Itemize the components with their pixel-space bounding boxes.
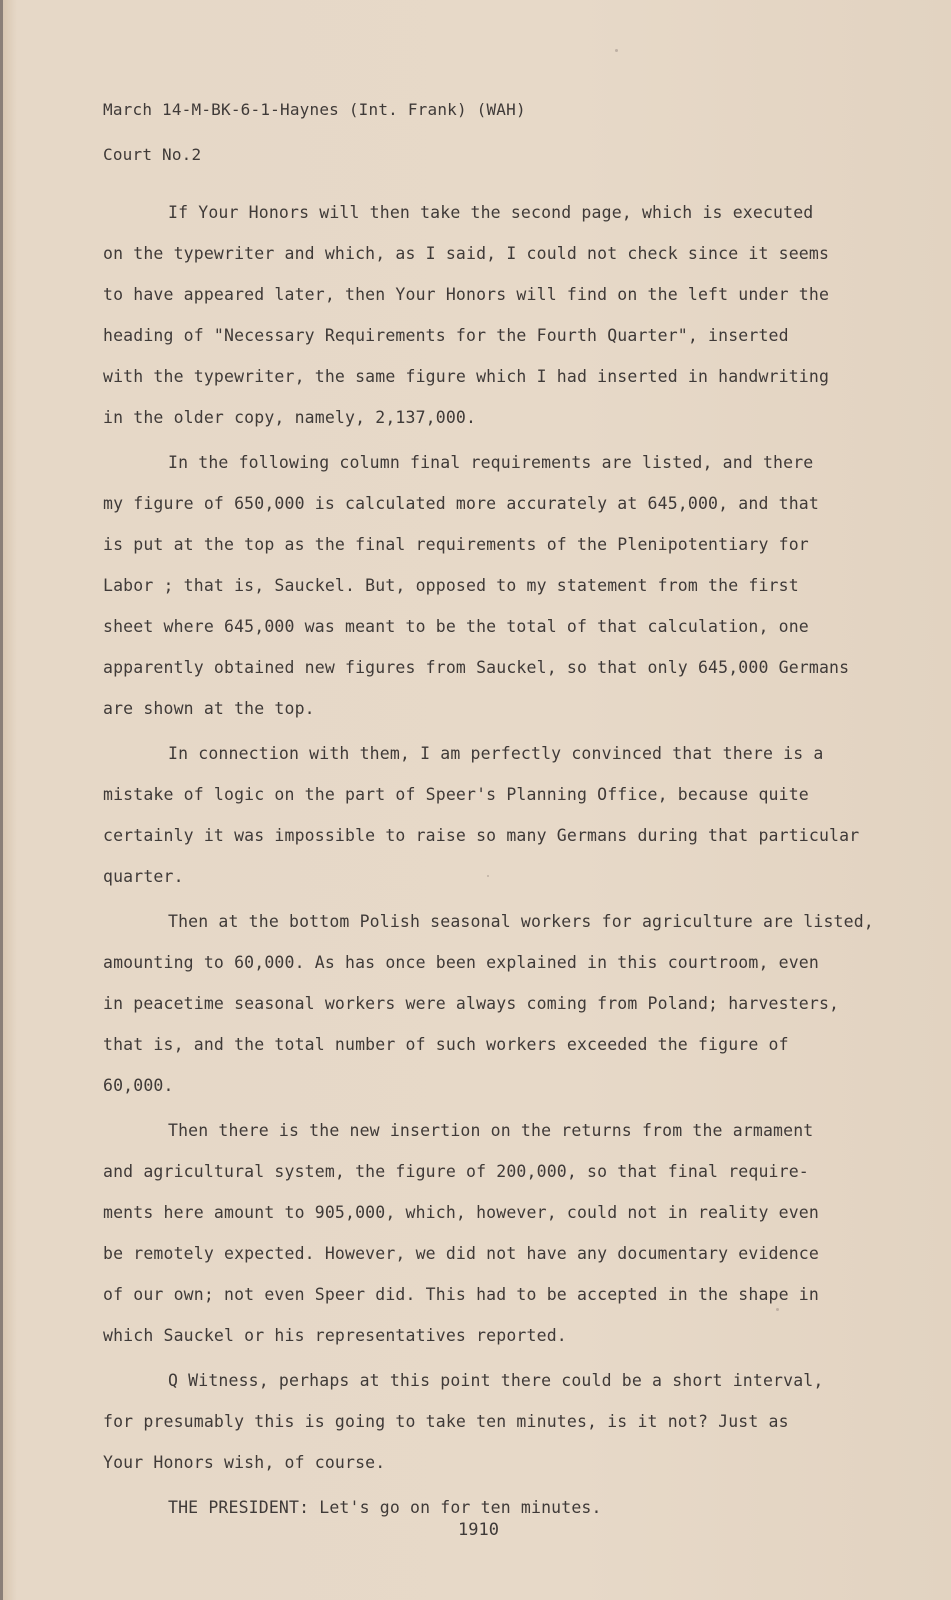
text-line: apparently obtained new figures from Sauckel, so that only 645,000 Germans [103,658,850,677]
text-line: which Sauckel or his representatives reported. [103,1326,567,1345]
text-line: Then at the bottom Polish seasonal workers for agriculture are listed, [168,912,874,931]
text-line: my figure of 650,000 is calculated more accurately at 645,000, and that [103,494,819,513]
text-line: If Your Honors will then take the second page, which is executed [168,203,814,222]
text-line: and agricultural system, the figure of 200,000, so that final require- [103,1162,809,1181]
text-line: of our own; not even Speer did. This had to be accepted in the shape in [103,1285,819,1304]
text-line: in peacetime seasonal workers were always coming from Poland; harvesters, [103,994,840,1013]
text-line: ments here amount to 905,000, which, however, could not in reality even [103,1203,819,1222]
text-line: 60,000. [103,1076,174,1095]
text-line: Your Honors wish, of course. [103,1453,386,1472]
paragraph [103,1110,893,1356]
text-line: mistake of logic on the part of Speer's Planning Office, because quite [103,785,809,804]
paragraph [103,192,893,438]
text-line: on the typewriter and which, as I said, I could not check since it seems [103,244,830,263]
text-line: Then there is the new insertion on the returns from the armament [168,1121,814,1140]
text-line: Q Witness, perhaps at this point there could be a short interval, [168,1371,824,1390]
paragraph [103,1360,893,1483]
text-line: to have appeared later, then Your Honors will find on the left under the [103,285,830,304]
text-line: with the typewriter, the same figure which I had inserted in handwriting [103,367,830,386]
page-number: 1910 [458,1520,499,1540]
text-line: quarter. [103,867,184,886]
paragraph [103,901,893,1106]
paper-speck [776,1308,779,1311]
court-number: Court No.2 [103,145,202,164]
transcript-body [103,192,893,1532]
text-line: be remotely expected. However, we did not have any documentary evidence [103,1244,819,1263]
document-reference: March 14-M-BK-6-1-Haynes (Int. Frank) (WAH) [103,100,526,119]
text-line: Labor ; that is, Sauckel. But, opposed to my statement from the first [103,576,799,595]
text-line: In the following column final requirements are listed, and there [168,453,814,472]
paper-speck [487,875,489,877]
paragraph [103,442,893,729]
paragraph [103,733,893,897]
text-line: In connection with them, I am perfectly convinced that there is a [168,744,824,763]
text-line: in the older copy, namely, 2,137,000. [103,408,477,427]
text-line: for presumably this is going to take ten minutes, is it not? Just as [103,1412,789,1431]
text-line: are shown at the top. [103,699,315,718]
text-line: that is, and the total number of such workers exceeded the figure of [103,1035,789,1054]
text-line: certainly it was impossible to raise so many Germans during that particular [103,826,860,845]
text-line: amounting to 60,000. As has once been explained in this courtroom, even [103,953,819,972]
text-line: heading of "Necessary Requirements for the Fourth Quarter", inserted [103,326,789,345]
text-line: THE PRESIDENT: Let's go on for ten minutes. [168,1498,602,1517]
text-line: sheet where 645,000 was meant to be the total of that calculation, one [103,617,809,636]
paper-speck [615,49,618,52]
text-line: is put at the top as the final requirements of the Plenipotentiary for [103,535,809,554]
